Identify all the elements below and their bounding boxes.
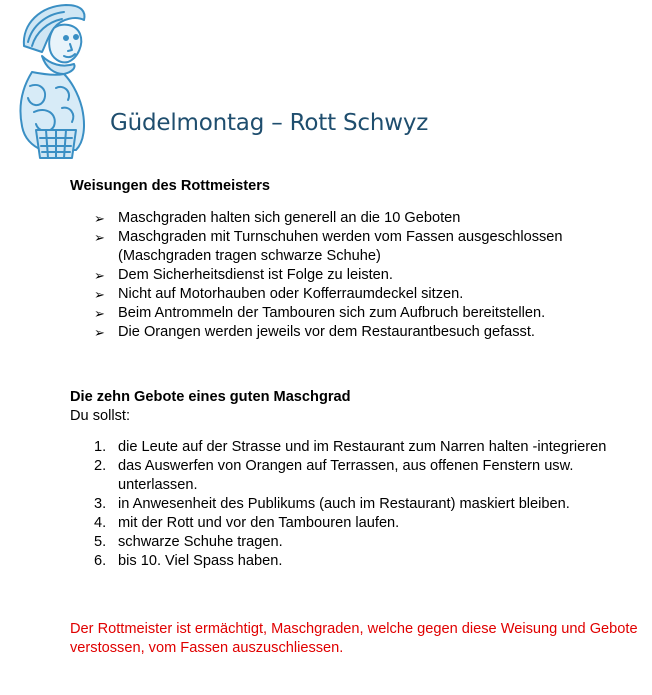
list-item: ➢ Beim Antrommeln der Tambouren sich zum Aufbruch bereitstellen. [94, 305, 546, 321]
closing-note: Der Rottmeister ist ermächtigt, Maschgraden, welche gegen diese Weisung und Gebote verstossen, vom Fassen auszuschliessen. [70, 621, 638, 656]
list-item: 5. schwarze Schuhe tragen. [94, 534, 283, 550]
list-item: ➢ Die Orangen werden jeweils vor dem Restaurantbesuch gefasst. [94, 324, 535, 340]
gebote-list [94, 438, 650, 571]
list-item: 2. das Auswerfen von Orangen auf Terrassen, aus offenen Fenstern usw. unterlassen. [94, 458, 574, 493]
list-item: 6. bis 10. Viel Spass haben. [94, 553, 283, 569]
arrow-bullet-icon: ➢ [94, 306, 105, 321]
section-heading-weisungen: Weisungen des Rottmeisters [70, 178, 271, 194]
arrow-bullet-icon: ➢ [94, 268, 105, 283]
list-item: ➢ Dem Sicherheitsdienst ist Folge zu leisten. [94, 267, 393, 283]
weisungen-list [94, 209, 614, 342]
arrow-bullet-icon: ➢ [94, 230, 105, 245]
list-item: ➢ Maschgraden halten sich generell an die 10 Geboten [94, 210, 461, 226]
list-item: 1. die Leute auf der Strasse und im Restaurant zum Narren halten -integrieren [94, 439, 607, 455]
maschgrad-figure-logo [6, 2, 110, 160]
list-item: ➢ Maschgraden mit Turnschuhen werden vom Fassen ausgeschlossen (Maschgraden tragen schwarze Schuhe) [94, 229, 563, 264]
list-item: 3. in Anwesenheit des Publikums (auch im Restaurant) maskiert bleiben. [94, 496, 570, 512]
list-item: 4. mit der Rott und vor den Tambouren laufen. [94, 515, 400, 531]
section-heading-gebote: Die zehn Gebote eines guten Maschgrad [70, 389, 351, 405]
arrow-bullet-icon: ➢ [94, 287, 105, 302]
arrow-bullet-icon: ➢ [94, 211, 105, 226]
list-item: ➢ Nicht auf Motorhauben oder Kofferraumdeckel sitzen. [94, 286, 464, 302]
gebote-intro: Du sollst: [70, 408, 131, 424]
document-title: Güdelmontag – Rott Schwyz [110, 110, 429, 136]
arrow-bullet-icon: ➢ [94, 325, 105, 340]
